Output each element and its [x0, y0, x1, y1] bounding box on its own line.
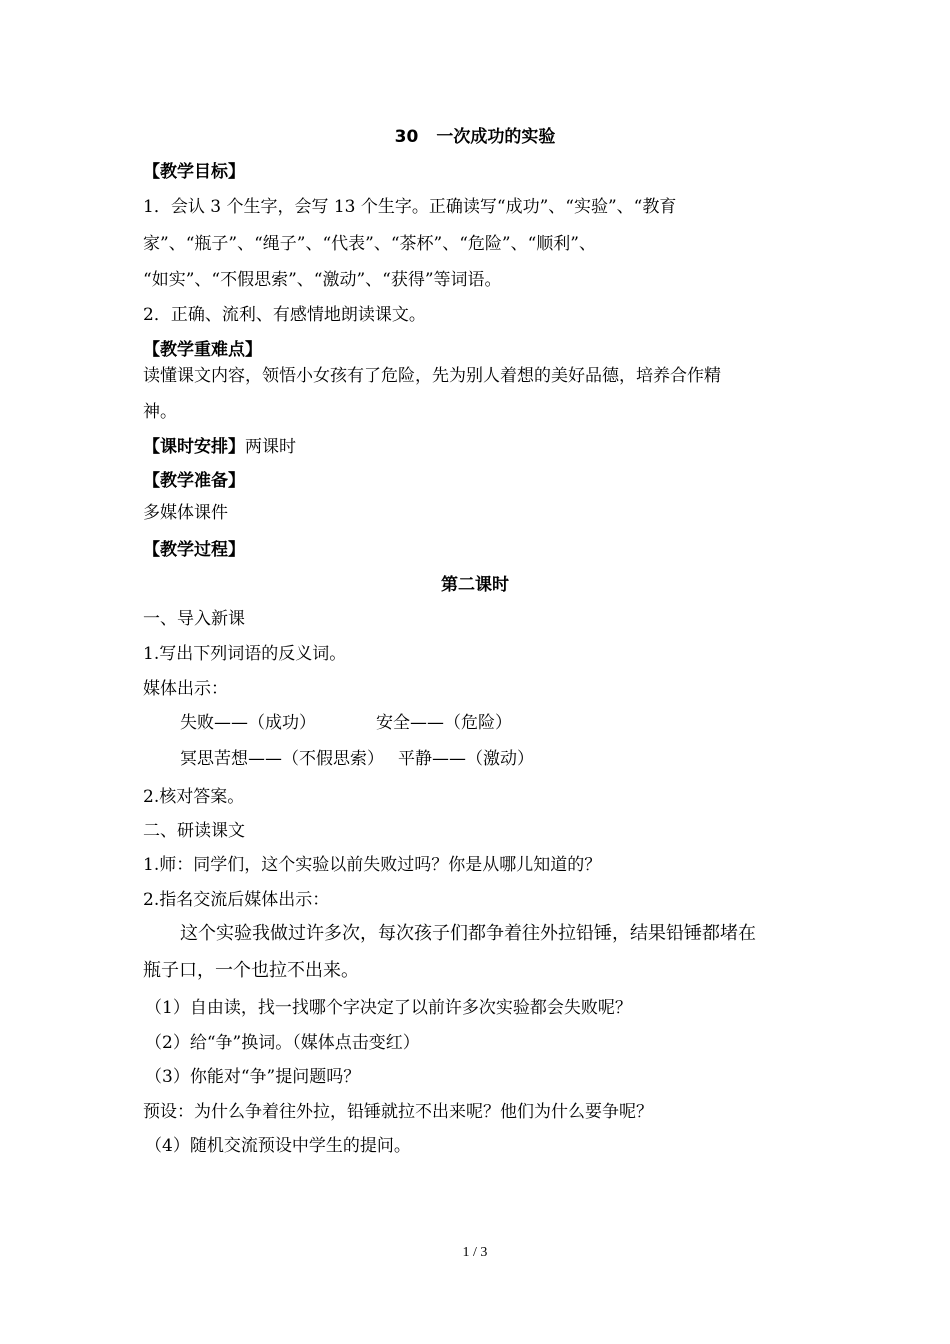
lesson-number: 30: [394, 127, 419, 147]
process-line: （1）自由读，找一找哪个字决定了以前许多次实验都会失败呢？: [145, 998, 632, 1018]
lesson-subtitle: 第二课时: [441, 575, 509, 595]
process-line: 媒体出示：: [143, 679, 228, 699]
process-line: 二、研读课文: [143, 821, 245, 841]
process-line: 预设：为什么争着往外拉，铅锤就拉不出来呢？他们为什么要争呢？: [143, 1102, 653, 1122]
key-points-line: 读懂课文内容，领悟小女孩有了危险，先为别人着想的美好品德，培养合作精: [143, 366, 721, 386]
process-line: 2.指名交流后媒体出示：: [143, 890, 330, 910]
process-line: 一、导入新课: [143, 609, 245, 629]
objectives-line: “如实”、“不假思索”、“激动”、“获得”等词语。: [143, 270, 502, 290]
quote-line: 瓶子口，一个也拉不出来。: [143, 960, 359, 981]
objectives-heading: 【教学目标】: [143, 162, 245, 182]
process-heading: 【教学过程】: [143, 540, 245, 560]
schedule-row: [143, 436, 296, 458]
objectives-line: 1．会认 3 个生字，会写 13 个生字。正确读写“成功”、“实验”、“教育: [143, 197, 677, 217]
lesson-title: 一次成功的实验: [436, 127, 556, 147]
antonym-pair: 失败——（成功）: [180, 713, 316, 733]
preparation-heading: 【教学准备】: [143, 471, 245, 491]
schedule-heading: 【课时安排】: [143, 437, 245, 457]
antonym-row: [180, 748, 534, 770]
process-line: 1.师：同学们，这个实验以前失败过吗？你是从哪儿知道的？: [143, 855, 602, 875]
process-line: （3）你能对“争”提问题吗？: [145, 1067, 361, 1087]
process-line: 1.写出下列词语的反义词。: [143, 644, 347, 664]
process-line: （2）给“争”换词。（媒体点击变红）: [145, 1033, 420, 1053]
process-line: 2.核对答案。: [143, 787, 245, 807]
document-title: [0, 126, 950, 148]
antonym-pair: 平静——（激动）: [398, 749, 534, 769]
key-points-line: 神。: [143, 402, 177, 422]
quote-line: 这个实验我做过许多次，每次孩子们都争着往外拉铅锤，结果铅锤都堵在: [180, 923, 756, 944]
process-line: （4）随机交流预设中学生的提问。: [145, 1136, 411, 1156]
objectives-line: 家”、“瓶子”、“绳子”、“代表”、“茶杯”、“危险”、“顺利”、: [143, 234, 596, 254]
antonym-pair: 安全——（危险）: [376, 713, 512, 733]
page-number: 1 / 3: [462, 1245, 488, 1260]
key-points-heading: 【教学重难点】: [143, 340, 262, 360]
antonym-row: [180, 712, 512, 734]
objectives-line: 2．正确、流利、有感情地朗读课文。: [143, 305, 426, 325]
antonym-pair: 冥思苦想——（不假思索）: [180, 749, 384, 769]
schedule-value: 两课时: [245, 437, 296, 457]
preparation-value: 多媒体课件: [143, 503, 228, 523]
